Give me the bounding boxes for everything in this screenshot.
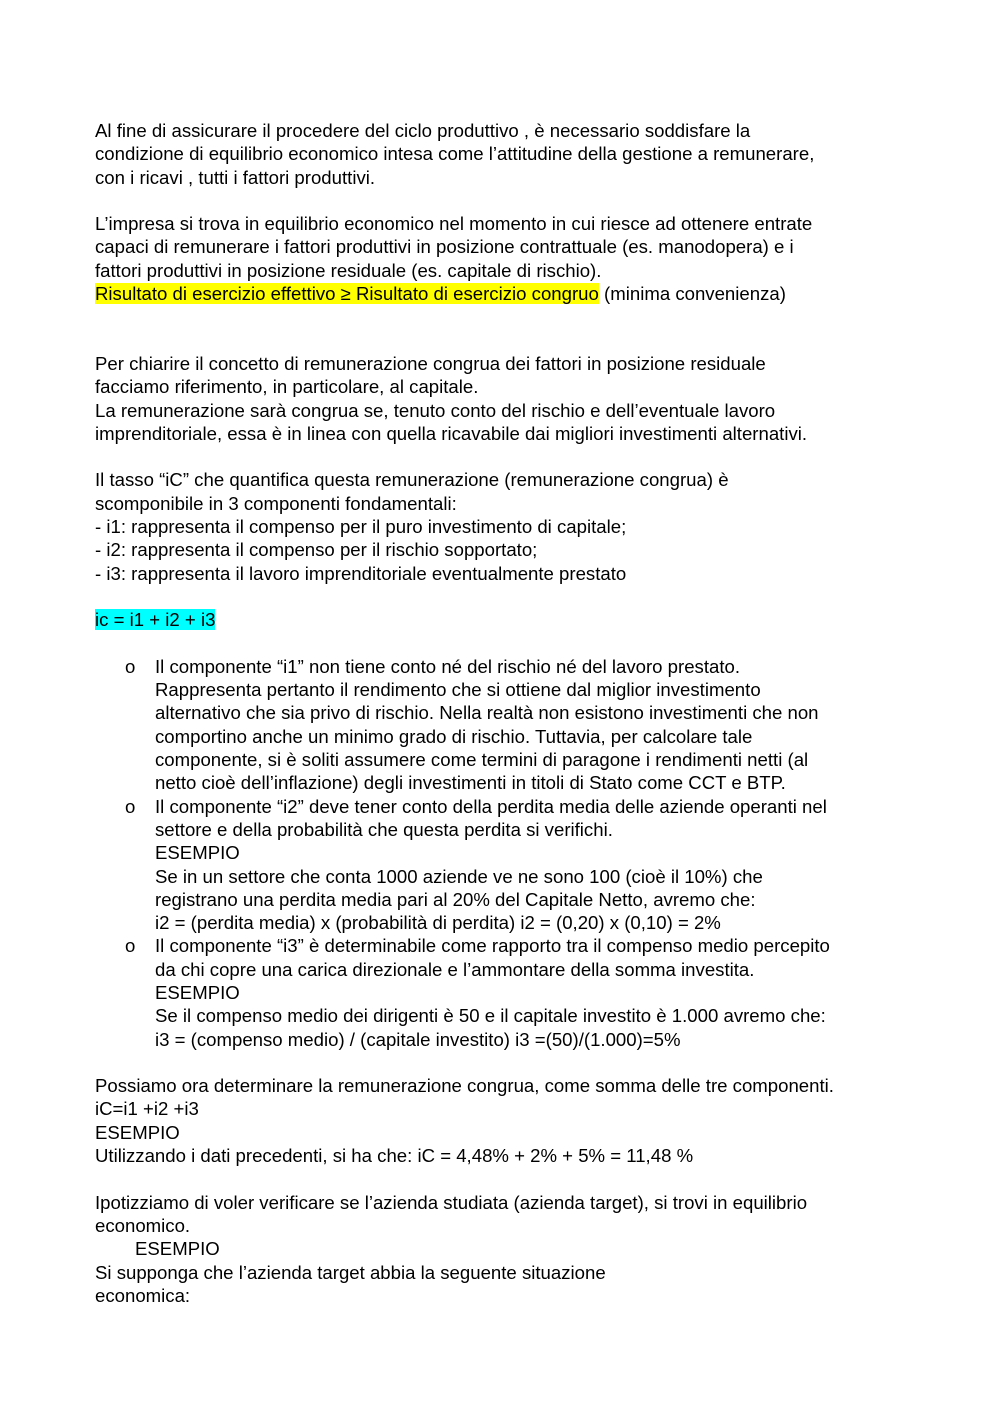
text-line: economica: [95,1284,191,1306]
text-line: La remunerazione sarà congrua se, tenuto conto del rischio e dell’eventuale lavoro [95,399,776,421]
text-line: Il componente “i3” è determinabile come rapporto tra il compenso medio percepito [155,935,830,957]
highlighted-line [95,282,925,305]
example-label: ESEMPIO [135,1238,220,1260]
cyan-highlight-formula: ic = i1 + i2 + i3 [95,609,216,631]
text-line: netto cioè dell’inflazione) degli investimenti in titoli di Stato come CCT e BTP. [155,772,786,794]
blank-line [95,632,925,655]
paragraph-rate-components [95,468,925,584]
text-line: con i ricavi , tutti i fattori produttivi. [95,166,376,188]
text-line: scomponibile in 3 componenti fondamentali: [95,492,457,514]
paragraph-congruous-sum [95,1074,925,1167]
text-line: - i2: rappresenta il compenso per il rischio sopportato; [95,539,538,561]
text-line: Rappresenta pertanto il rendimento che si ottiene dal miglior investimento [155,679,761,701]
blank-line [95,305,925,328]
component-list [95,655,925,1051]
text-line: imprenditoriale, essa è in linea con quella ricavabile dai migliori investimenti alternativi. [95,422,808,444]
bullet-marker: o [125,795,136,817]
bullet-marker: o [125,935,136,957]
text-line: Il tasso “iC” che quantifica questa remunerazione (remunerazione congrua) è [95,469,729,491]
text-line: settore e della probabilità che questa perdita si verifichi. [155,818,613,840]
text-line: Si supponga che l’azienda target abbia la seguente situazione [95,1261,606,1283]
text-line: Ipotizziamo di voler verificare se l’azienda studiata (azienda target), si trovi in equilibrio [95,1191,808,1213]
list-item-i1 [95,655,925,795]
text-line: da chi copre una carica direzionale e l’ammontare della somma investita. [155,958,755,980]
text-line: i3 = (compenso medio) / (capitale investito) i3 =(50)/(1.000)=5% [155,1028,681,1050]
text-line: facciamo riferimento, in particolare, al capitale. [95,376,479,398]
text-line: Possiamo ora determinare la remunerazione congrua, come somma delle tre componenti. [95,1075,834,1097]
blank-line [95,1051,925,1074]
text-line: Il componente “i2” deve tener conto della perdita media delle aziende operanti nel [155,795,827,817]
text-line: iC=i1 +i2 +i3 [95,1098,199,1120]
text-line: alternativo che sia privo di rischio. Nella realtà non esistono investimenti che non [155,702,819,724]
text-line: componente, si è soliti assumere come termini di paragone i rendimenti netti (al [155,749,809,771]
highlight-suffix: (minima convenienza) [598,283,786,305]
text-line: L’impresa si trova in equilibrio economico nel momento in cui riesce ad ottenere entrate [95,213,813,235]
text-line: capaci di remunerare i fattori produttivi in posizione contrattuale (es. manodopera) e i [95,236,794,258]
text-line: ESEMPIO [155,981,240,1003]
text-line: Utilizzando i dati precedenti, si ha che: iC = 4,48% + 2% + 5% = 11,48 % [95,1145,694,1167]
text-line: registrano una perdita media pari al 20% del Capitale Netto, avremo che: [155,888,756,910]
paragraph-target-company [95,1191,925,1307]
text-line: i2 = (perdita media) x (probabilità di perdita) i2 = (0,20) x (0,10) = 2% [155,912,721,934]
blank-line [95,585,925,608]
blank-line [95,329,925,352]
paragraph-equilibrium [95,212,925,305]
list-item-i2 [95,795,925,935]
list-item-i3 [95,934,925,1050]
text-line: Al fine di assicurare il procedere del ciclo produttivo , è necessario soddisfare la [95,120,751,141]
text-line: - i1: rappresenta il compenso per il puro investimento di capitale; [95,516,627,538]
text-line: Per chiarire il concetto di remunerazione congrua dei fattori in posizione residuale [95,352,766,374]
text-line: comportino anche un minimo grado di rischio. Tuttavia, per calcolare tale [155,725,753,747]
document-body [95,119,925,1307]
blank-line [95,189,925,212]
text-line: ESEMPIO [95,1121,180,1143]
text-line: Il componente “i1” non tiene conto né del rischio né del lavoro prestato. [155,655,741,677]
paragraph-intro [95,119,925,189]
text-line: ESEMPIO [155,842,240,864]
text-line: condizione di equilibrio economico intesa come l’attitudine della gestione a remunerare, [95,143,815,165]
blank-line [95,445,925,468]
paragraph-remuneration [95,352,925,445]
text-line: fattori produttivi in posizione residuale (es. capitale di rischio). [95,259,602,281]
bullet-marker: o [125,655,136,677]
text-line: Se in un settore che conta 1000 aziende ve ne sono 100 (cioè il 10%) che [155,865,763,887]
text-line: - i3: rappresenta il lavoro imprenditoriale eventualmente prestato [95,562,627,584]
yellow-highlight-text: Risultato di esercizio effettivo ≥ Risultato di esercizio congruo [95,283,599,305]
text-line: economico. [95,1214,191,1236]
blank-line [95,1167,925,1190]
text-line: Se il compenso medio dei dirigenti è 50 e il capitale investito è 1.000 avremo che: [155,1005,826,1027]
formula-line [95,608,925,631]
